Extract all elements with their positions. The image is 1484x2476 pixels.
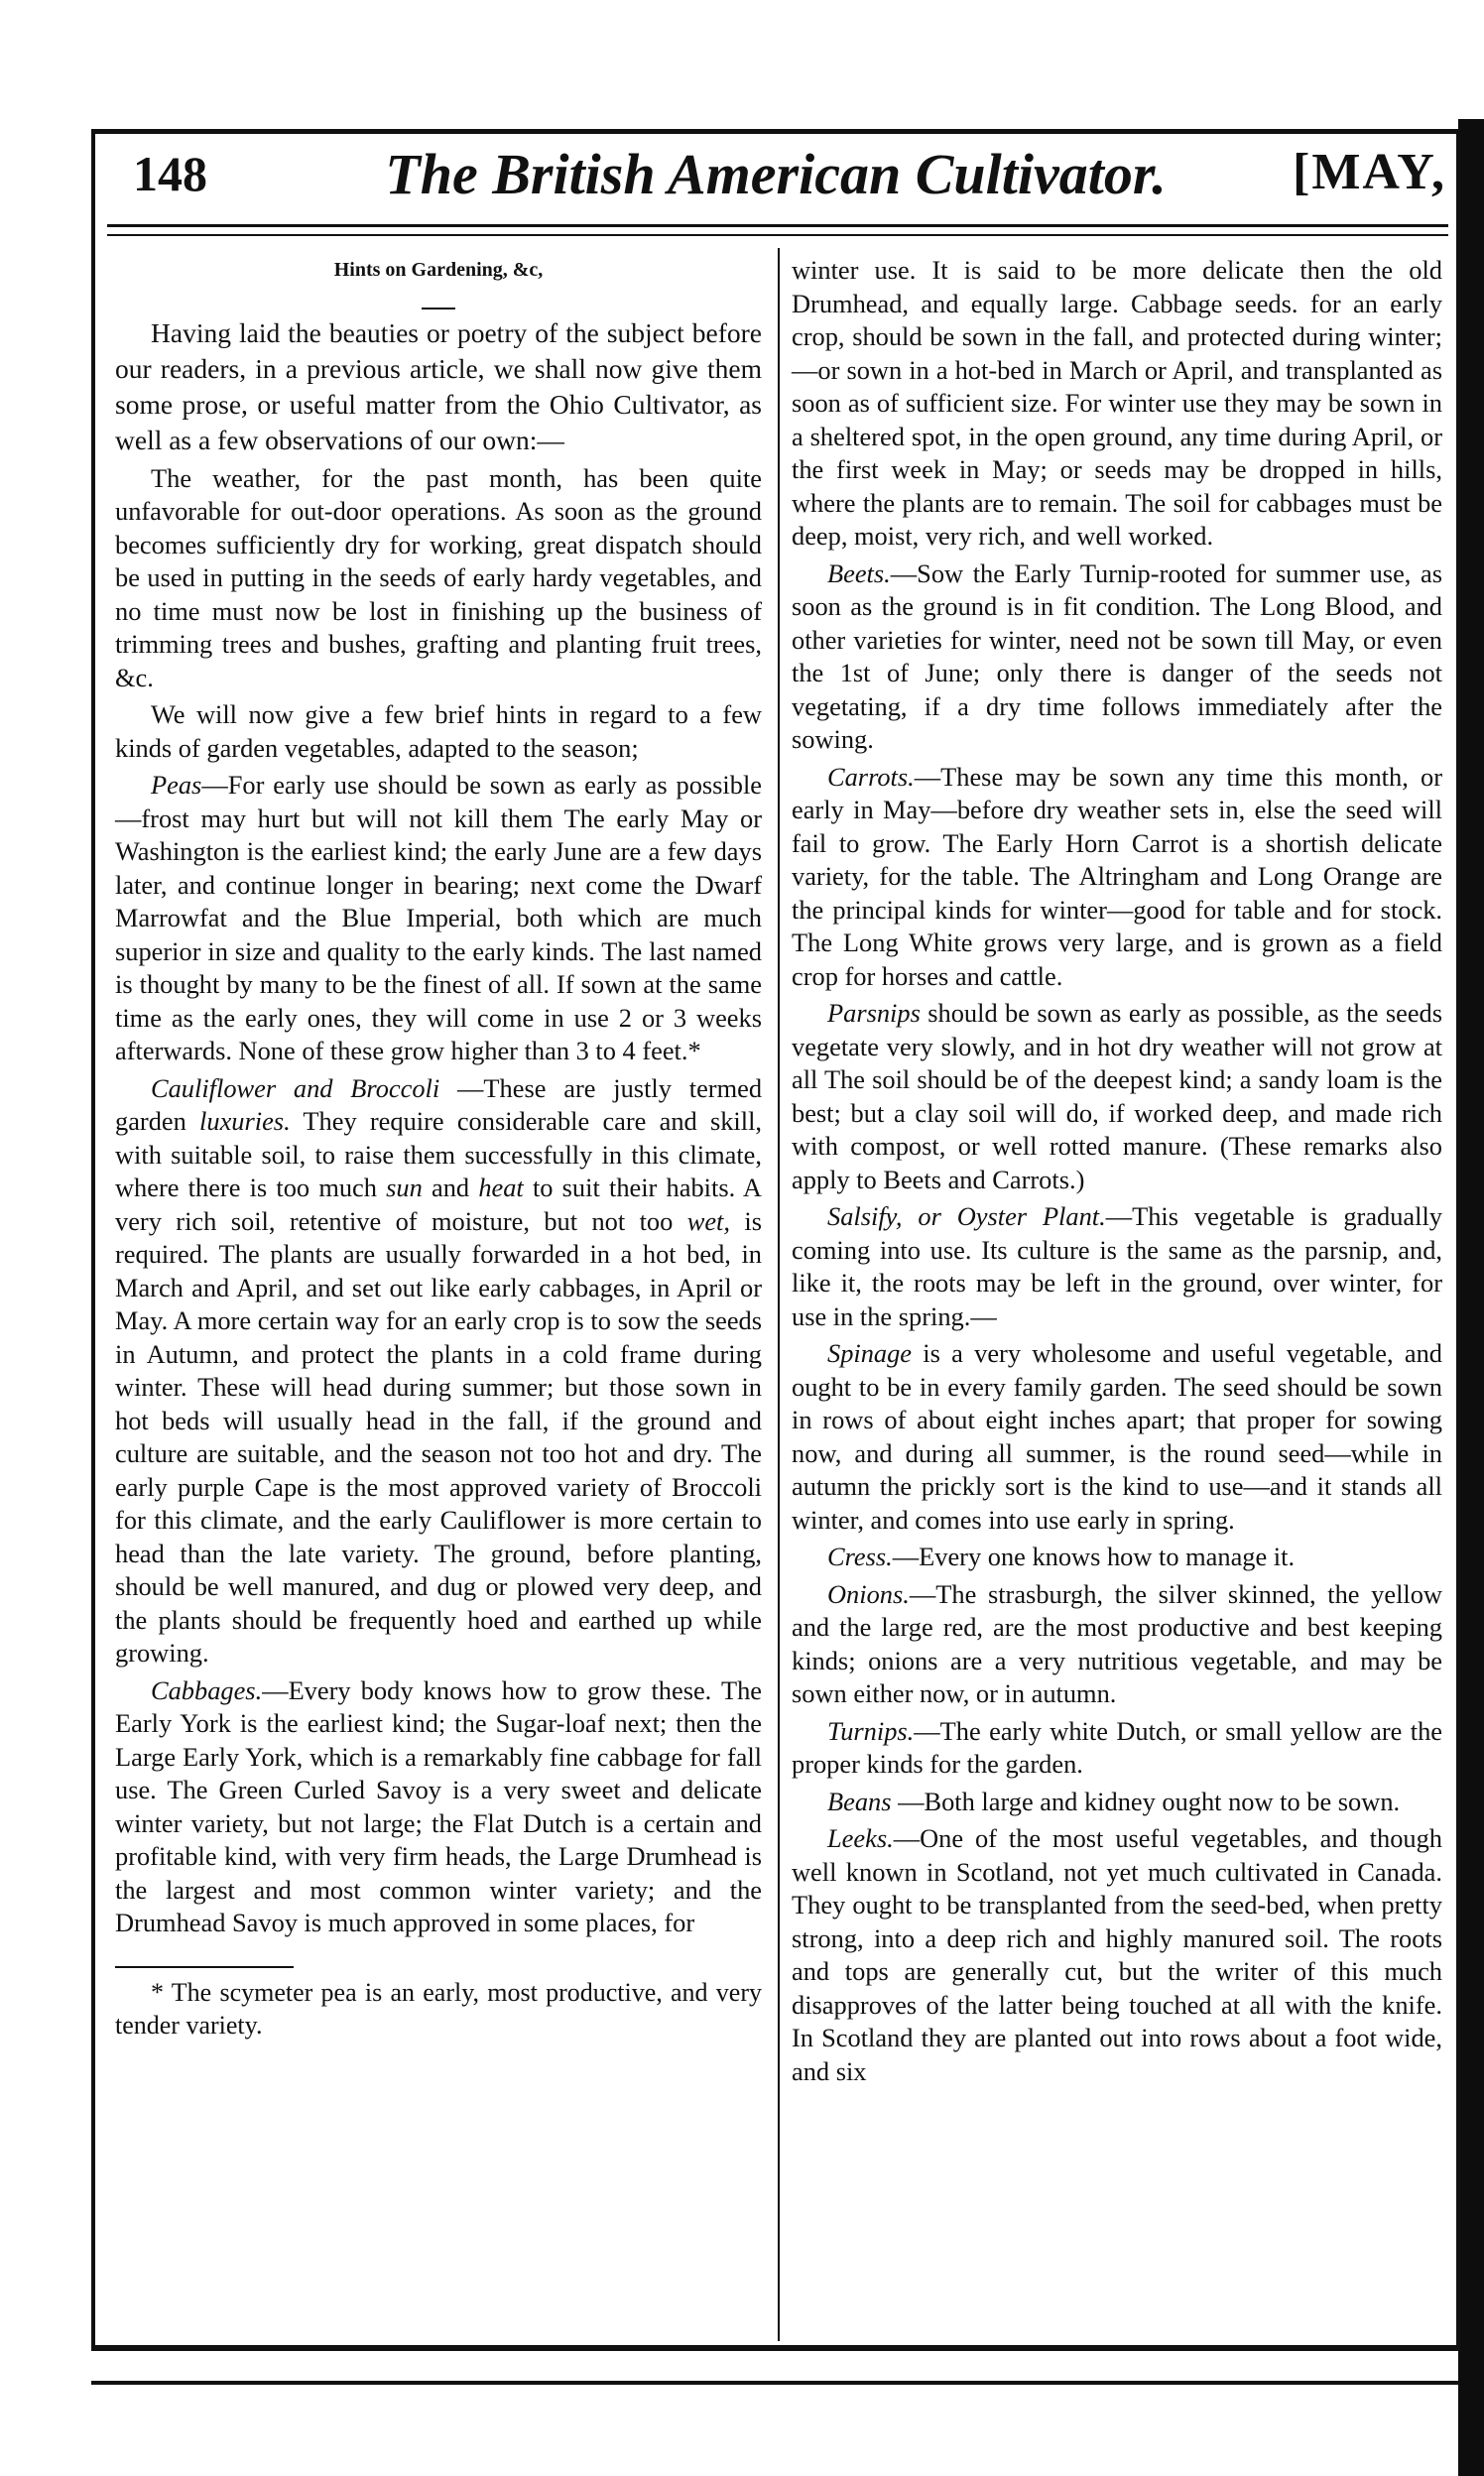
peas-paragraph xyxy=(115,769,762,1068)
beets-paragraph xyxy=(792,557,1442,757)
cauliflower-em-sun: sun xyxy=(386,1173,423,1202)
leeks-paragraph xyxy=(792,1822,1442,2088)
title-dash xyxy=(115,292,762,310)
cabbages-paragraph xyxy=(115,1674,762,1940)
spinage-heading: Spinage xyxy=(827,1338,913,1368)
parsnips-paragraph xyxy=(792,997,1442,1196)
running-header xyxy=(95,142,1456,224)
cabbages-heading: Cabbages. xyxy=(151,1674,263,1705)
footnote: * The scymeter pea is an early, most productive, and very tender variety. xyxy=(115,1977,762,2040)
turnips-text: —The early white Dutch, or small yellow are the proper kinds for the garden. xyxy=(792,1715,1442,1779)
cress-text: —Every one knows how to manage it. xyxy=(892,1542,1296,1571)
carrots-text: —These may be sown any time this month, or early in May—before dry weather sets in, else the seed will fail to grow. The Early Horn Carrot is a shortish delicate variety, for the table. The Altringham and Long Orange are the principal kinds for winter—good for table and for stock. The Long White grows very large, and is grown as a field crop for horses and cattle. xyxy=(792,761,1442,991)
salsify-heading: Salsify, or Oyster Plant. xyxy=(827,1201,1106,1231)
onions-text: —The strasburgh, the silver skinned, the yellow and the large red, are the most productive and best keeping kinds; onions are a very nutritious vegetable, and may be sown either now, or in autumn. xyxy=(792,1578,1442,1708)
left-column xyxy=(115,254,762,2045)
spinage-paragraph xyxy=(792,1337,1442,1537)
page-edge-strip xyxy=(1458,119,1484,2476)
peas-text: —For early use should be sown as early as possible—frost may hurt but will not kill them The early May or Washington is the earliest kind; the early June are a few days later, and continue longer in bearing; next come the Dwarf Marrowfat and the Blue Imperial, both which are much superior in size and quality to the early kinds. The last named is thought by many to be the finest of all. If sown at the same time as the early ones, they will come in use 2 or 3 weeks afterwards. None of these grow higher than 3 to 4 feet.* xyxy=(115,770,762,1065)
footnote-rule xyxy=(115,1966,294,1968)
cauliflower-em-heat: heat xyxy=(478,1173,524,1202)
article-title: Hints on Gardening, &c, xyxy=(333,259,544,281)
beets-text: —Sow the Early Turnip-rooted for summer use, as soon as the ground is in fit condition. The Long Blood, and other varieties for winter, need not be sown till May, or even the 1st of June; only there is danger of the seeds not vegetating, if a dry time follows immediately after the sowing. xyxy=(792,557,1442,754)
right-column xyxy=(792,254,1442,2092)
cauliflower-text-a: —These are justly termed garden xyxy=(115,1072,763,1136)
onions-paragraph xyxy=(792,1578,1442,1711)
turnips-heading: Turnips. xyxy=(827,1715,915,1746)
issue-month: [MAY, xyxy=(1293,144,1446,200)
cauliflower-em-wet: wet, xyxy=(686,1205,730,1236)
journal-title: The British American Cultivator. xyxy=(385,142,1167,206)
parsnips-text: should be sown as early as possible, as the seeds vegetate very slowly, and in hot dry weather will not grow at all The soil should be of the deepest kind; a sandy loam is the best; but a clay soil will do, if worked deep, and made rich with compost, or well rotted manure. (These remarks also apply to Beets and Carrots.) xyxy=(792,998,1442,1194)
page-number: 148 xyxy=(133,146,207,201)
parsnips-heading: Parsnips xyxy=(827,998,921,1028)
cauliflower-text-b: They require considerable care and skill, with suitable soil, to raise them successfully in this climate, where there is too much xyxy=(115,1106,762,1202)
cabbages-text: —Every body knows how to grow these. The Early York is the earliest kind; the Sugar-loaf next; then the Large Early York, which is a remarkably fine cabbage for fall use. The Green Curled Savoy is a very sweet and delicate winter variety, but not large; the Flat Dutch is a certain and profitable kind, with very firm heads, the Large Drumhead is the largest and most common winter variety; and the Drumhead Savoy is much approved in some places, for xyxy=(115,1674,762,1937)
spinage-text: is a very wholesome and useful vegetable, and ought to be in every family garden. The seed should be sown in rows of about eight inches apart; that proper for sowing now, and during all summer, is the round seed—while in autumn the prickly sort is the kind to use—and it stands all winter, and comes into use early in spring. xyxy=(792,1338,1442,1535)
beans-paragraph xyxy=(792,1786,1442,1819)
cabbages-continued: winter use. It is said to be more delicate then the old Drumhead, and equally large. Cabbage seeds. for an early crop, should be sown in the fall, and protected during winter;—or sown in a hot-bed in March or April, and transplanted as soon as of sufficient size. For winter use they may be sown in a sheltered spot, in the open ground, any time during April, or the first week in May; or seeds may be dropped in hills, where the plants are to remain. The soil for cabbages must be deep, moist, very rich, and well worked. xyxy=(792,255,1442,551)
cauliflower-text-d: to suit their habits. A very rich soil, retentive of moisture, but not too xyxy=(115,1173,762,1236)
beans-heading: Beans xyxy=(827,1786,892,1816)
beets-heading: Beets. xyxy=(827,557,891,588)
leeks-text: —One of the most useful vegetables, and though well known in Scotland, not yet much cultivated in Canada. They ought to be transplanted from the seed-bed, when pretty strong, into a deep rich and highly manured soil. The roots and tops are generally cut, but the writer of this much disapproves of the latter being touched at all with the knife. In Scotland they are planted out into rows about a foot wide, and six xyxy=(792,1823,1442,2086)
cress-paragraph xyxy=(792,1541,1442,1574)
header-rule-thin xyxy=(107,234,1448,236)
carrots-paragraph xyxy=(792,761,1442,994)
cauliflower-paragraph xyxy=(115,1072,762,1671)
turnips-paragraph xyxy=(792,1715,1442,1782)
intro-paragraph: Having laid the beauties or poetry of the subject before our readers, in a previous article, we shall now give them some prose, or useful matter from the Ohio Cultivator, as well as a few observations of our own:— xyxy=(115,316,762,455)
carrots-heading: Carrots. xyxy=(827,761,915,792)
cauliflower-text-c: and xyxy=(422,1173,479,1202)
column-divider xyxy=(778,248,780,2341)
cauliflower-em-luxuries: luxuries. xyxy=(199,1106,291,1136)
peas-heading: Peas xyxy=(151,770,202,800)
header-rule xyxy=(107,224,1448,227)
weather-paragraph: The weather, for the past month, has been quite unfavorable for out-door operations. As soon as the ground becomes sufficiently dry for working, great dispatch should be used in putting in the seeds of early hardy vegetables, and no time must now be lost in finishing up the business of trimming trees and bushes, grafting and planting fruit trees, &c. xyxy=(115,462,762,692)
cauliflower-heading: Cauliflower and Broccoli xyxy=(151,1072,440,1103)
salsify-text: —This vegetable is gradually coming into use. Its culture is the same as the parsnip, and, like it, the roots may be left in the ground, over winter, for use in the spring.— xyxy=(792,1201,1443,1331)
onions-heading: Onions. xyxy=(827,1578,910,1609)
bottom-rule xyxy=(91,2381,1460,2385)
beans-text: —Both large and kidney ought now to be sown. xyxy=(891,1786,1401,1816)
cauliflower-text-e: is required. The plants are usually forwarded in a hot bed, in March and April, and set out like early cabbages, in April or May. A more certain way for an early crop is to sow the seeds in Autumn, and protect the plants in a cold frame during winter. These will head during summer; but those sown in hot beds will usually head in the fall, if the ground and culture are suitable, and the season not too hot and dry. The early purple Cape is the most approved variety of Broccoli for this climate, and the early Cauliflower is more certain to head than the late variety. The ground, before planting, should be well manured, and dug or plowed very deep, and the plants should be frequently hoed and earthed up while growing. xyxy=(115,1205,762,1668)
cress-heading: Cress. xyxy=(827,1542,893,1571)
hints-paragraph: We will now give a few brief hints in regard to a few kinds of garden vegetables, adapted to the season; xyxy=(115,699,762,763)
salsify-paragraph xyxy=(792,1200,1442,1333)
leeks-heading: Leeks. xyxy=(827,1823,894,1853)
